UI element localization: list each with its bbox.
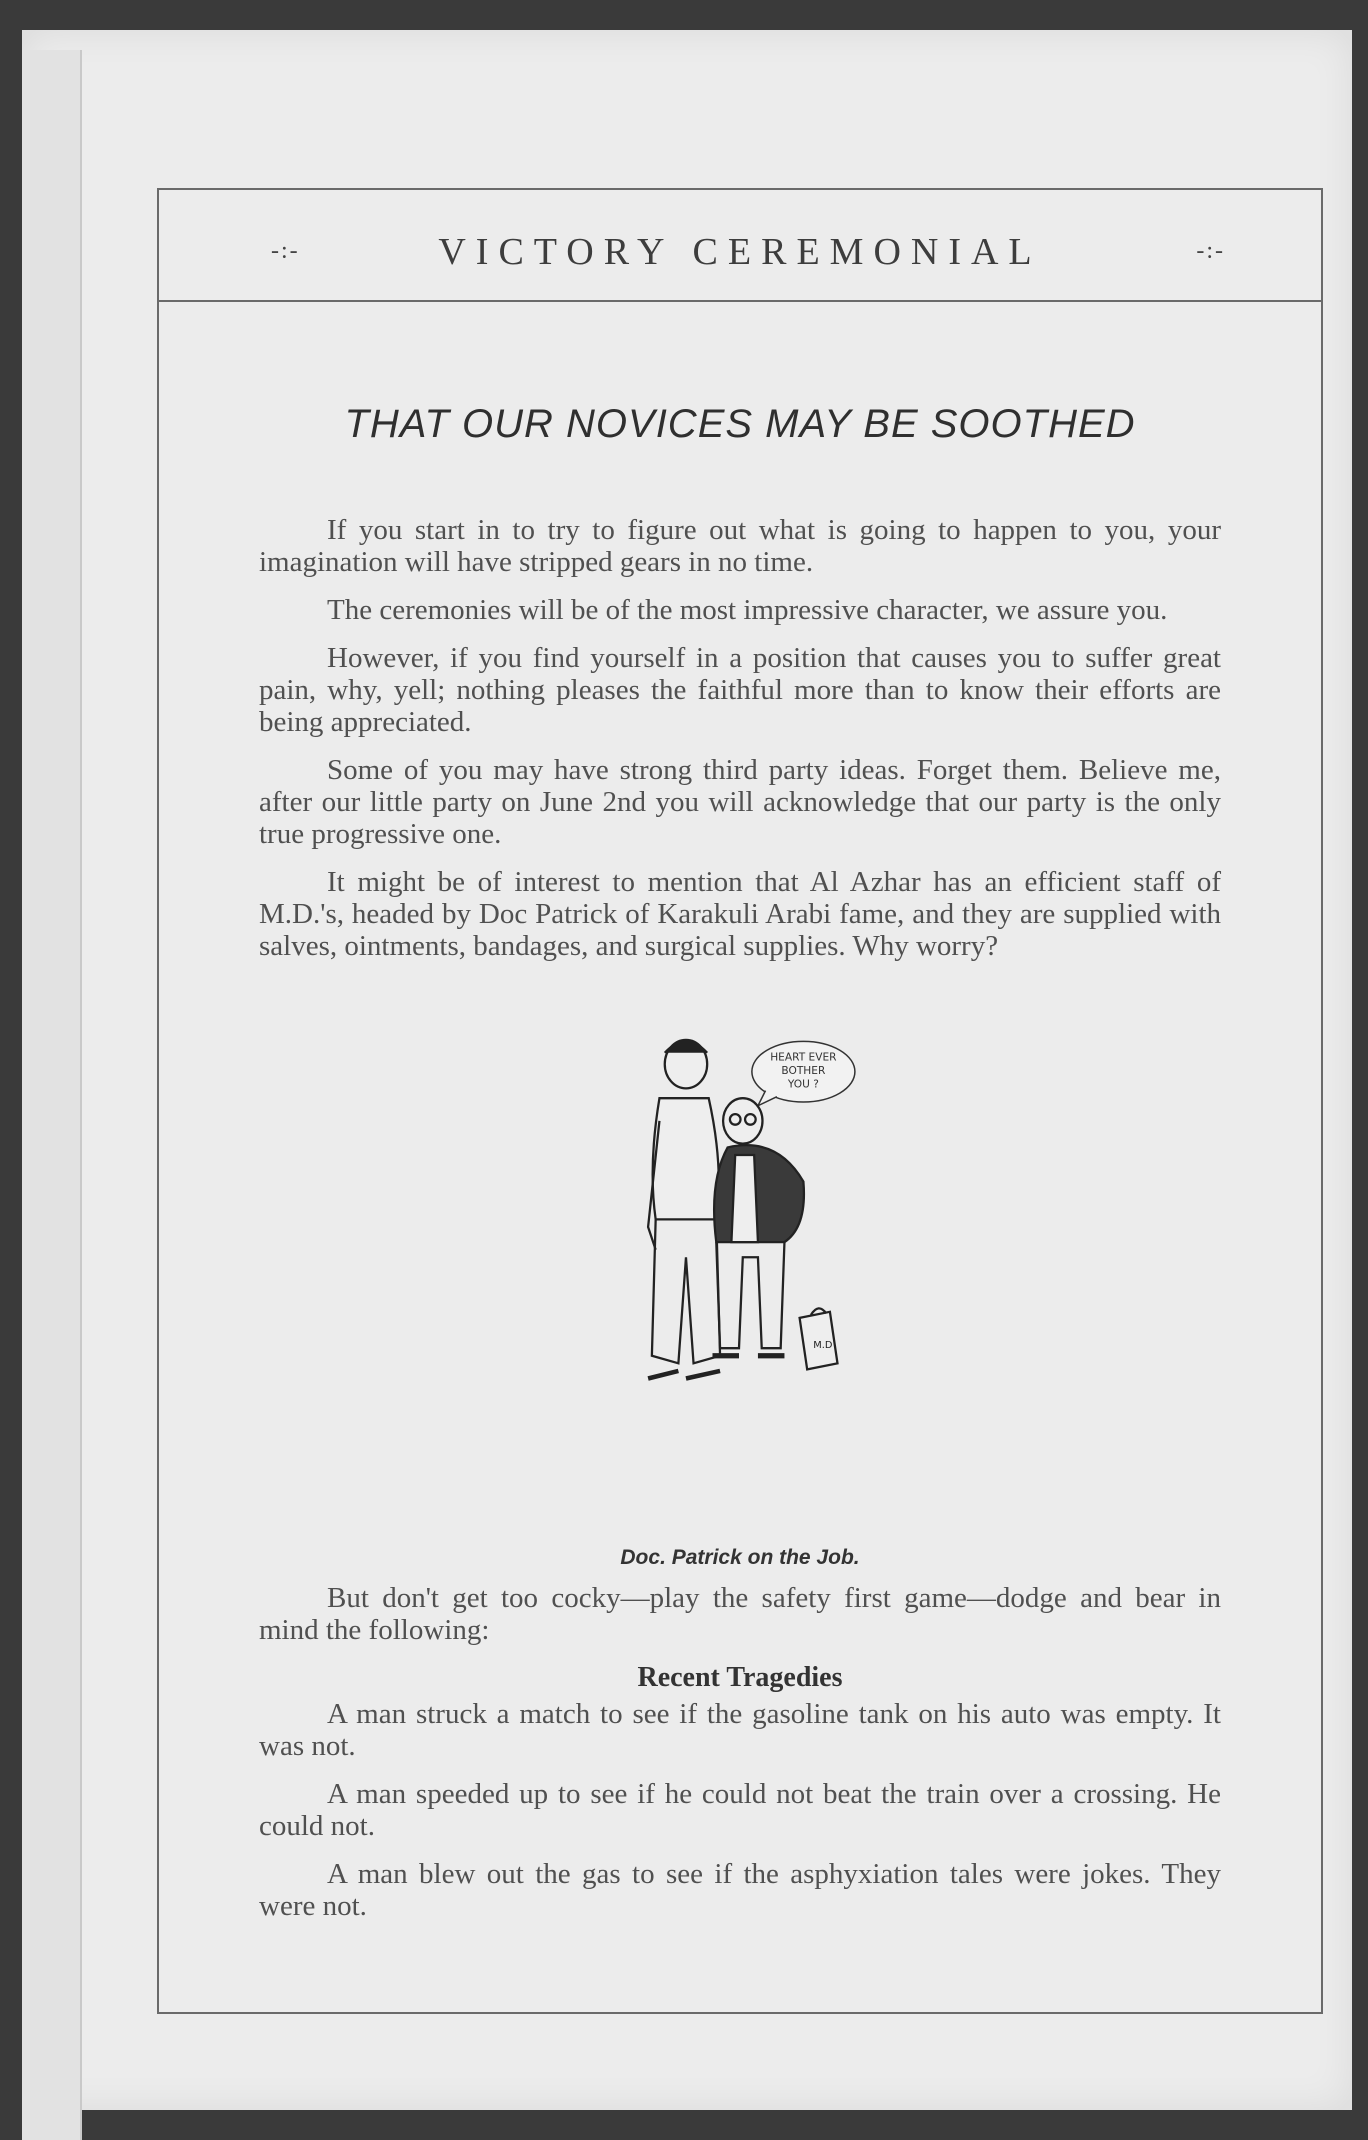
running-title: VICTORY CEREMONIAL [438, 231, 1042, 273]
article-title: THAT OUR NOVICES MAY BE SOOTHED [344, 402, 1136, 446]
tragedy-item: A man blew out the gas to see if the asphyxiation tales were jokes. They were not. [259, 1858, 1221, 1922]
page-frame [157, 188, 1323, 2014]
closing-section [259, 1582, 1221, 1938]
header-ornament-left: -:- [271, 238, 300, 264]
tragedy-item: A man struck a match to see if the gasoline tank on his auto was empty. It was not. [259, 1698, 1221, 1762]
doctor-figure [712, 1098, 803, 1356]
closing-intro: But don't get too cocky—play the safety first game—dodge and bear in mind the following: [259, 1582, 1221, 1646]
speech-bubble-line: HEART EVER [770, 1051, 837, 1064]
paragraph: The ceremonies will be of the most impressive character, we assure you. [327, 594, 1168, 626]
tragedy-item: A man speeded up to see if he could not beat the train over a crossing. He could not. [259, 1778, 1221, 1842]
doctor-bag [800, 1308, 838, 1369]
article-body [259, 514, 1221, 978]
paragraph: It might be of interest to mention that Al Azhar has an efficient staff of M.D.'s, headed by Doc Patrick of Karakuli Arabi fame, and they are supplied with salves, ointments, bandages, and surgical supplies. Why worry? [259, 866, 1221, 962]
header-ornament-right: -:- [1196, 238, 1225, 264]
section-subhead: Recent Tragedies [637, 1662, 843, 1693]
speech-bubble-line: YOU ? [787, 1078, 819, 1091]
bag-label: M.D [813, 1340, 833, 1352]
scanned-page [22, 30, 1352, 2110]
patient-figure [648, 1040, 720, 1379]
speech-bubble [752, 1041, 855, 1105]
paragraph: Some of you may have strong third party ideas. Forget them. Believe me, after our little party on June 2nd you will acknowledge that our party is the only true progressive one. [259, 754, 1221, 850]
paragraph: However, if you find yourself in a position that causes you to suffer great pain, why, yell; nothing pleases the faithful more than to know their efforts are being appreciated. [259, 642, 1221, 738]
page-header [159, 190, 1321, 302]
cartoon-illustration [559, 1030, 919, 1530]
paragraph: If you start in to try to figure out what is going to happen to you, your imagination will have stripped gears in no time. [259, 514, 1221, 578]
speech-bubble-line: BOTHER [781, 1064, 826, 1077]
book-spine [22, 50, 82, 2140]
cartoon-caption: Doc. Patrick on the Job. [620, 1546, 860, 1569]
